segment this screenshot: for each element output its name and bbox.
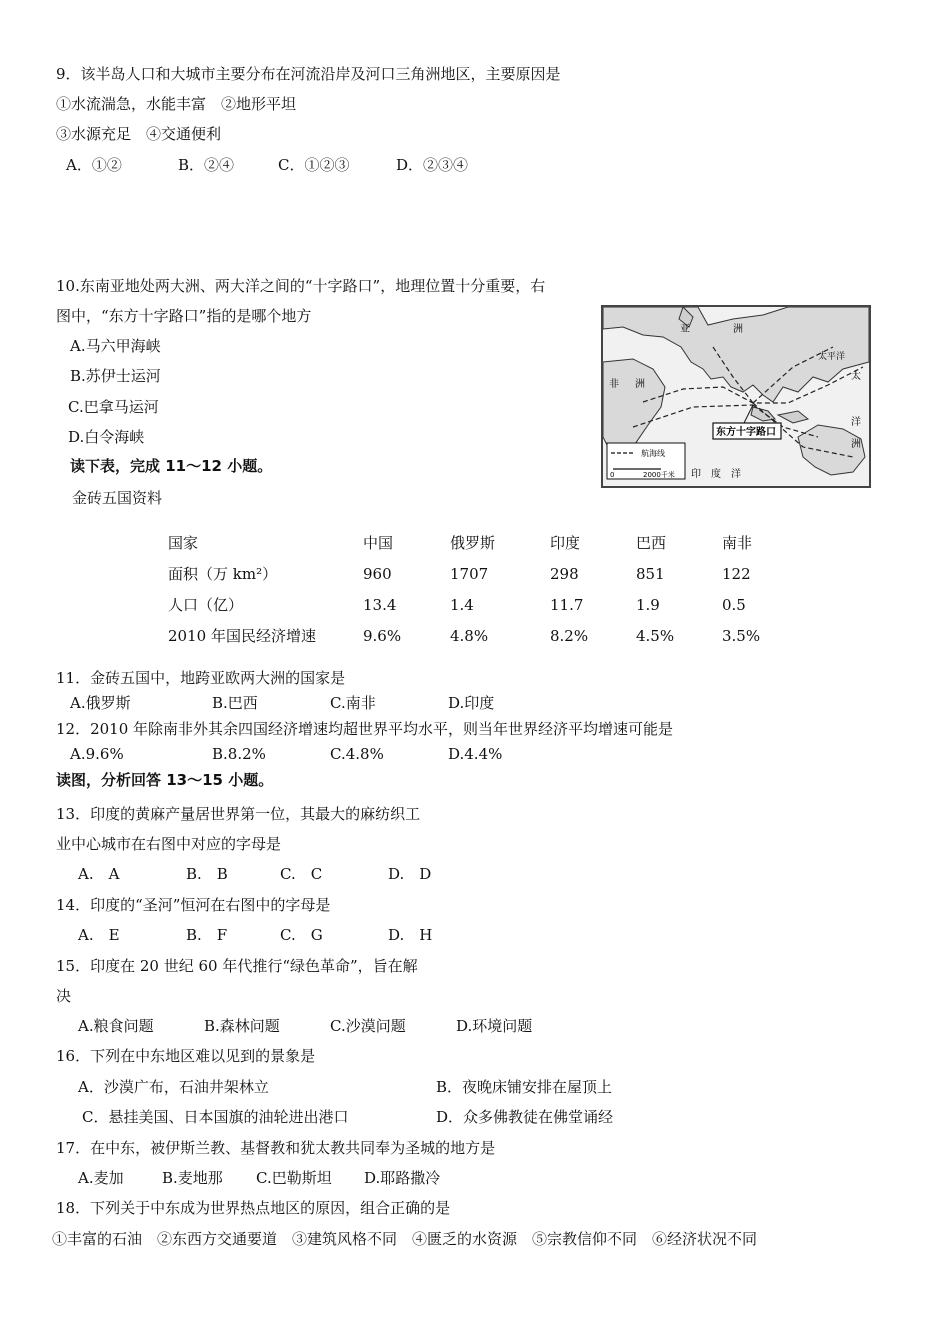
map-legend-scale-end: 2000千米 xyxy=(643,471,675,479)
table-cell: 9.6% xyxy=(363,627,402,645)
q18-stem: 18．下列关于中东成为世界热点地区的原因，组合正确的是 xyxy=(56,1199,451,1217)
table-cell: 11.7 xyxy=(550,596,584,614)
table-row-area-label: 面积（万 km²） xyxy=(168,565,278,583)
table-cell: 4.8% xyxy=(450,627,489,645)
section-intro-13-15: 读图，分析回答 13～15 小题。 xyxy=(56,771,274,789)
q10-stem-line2: 图中，“东方十字路口”指的是哪个地方 xyxy=(56,307,312,325)
map-label-indian-ocean: 印 度 洋 xyxy=(691,469,741,480)
table-cell: 960 xyxy=(363,565,392,583)
q13-option-d[interactable]: D. D xyxy=(388,865,432,883)
table-cell: 1.4 xyxy=(450,596,474,614)
q17-option-c[interactable]: C.巴勒斯坦 xyxy=(256,1169,332,1187)
map-label-africa-1: 非 xyxy=(609,379,619,390)
q16-option-c[interactable]: C．悬挂美国、日本国旗的油轮进出港口 xyxy=(82,1108,349,1126)
q18-statements: ①丰富的石油 ②东西方交通要道 ③建筑风格不同 ④匮乏的水资源 ⑤宗教信仰不同 ⑥经济状况不同 xyxy=(52,1230,758,1248)
map-legend-scale-0: 0 xyxy=(610,471,615,479)
q11-option-b[interactable]: B.巴西 xyxy=(212,694,258,712)
q17-option-a[interactable]: A.麦加 xyxy=(78,1169,124,1187)
q14-option-d[interactable]: D. H xyxy=(388,926,433,944)
q15-option-c[interactable]: C.沙漠问题 xyxy=(330,1017,406,1035)
table-title: 金砖五国资料 xyxy=(72,489,163,507)
q10-option-c[interactable]: C.巴拿马运河 xyxy=(68,398,159,416)
q9-option-c[interactable]: C．①②③ xyxy=(278,156,350,174)
q13-stem-line2: 业中心城市在右图中对应的字母是 xyxy=(56,835,282,853)
map-label-oceania: 洲 xyxy=(851,439,861,450)
q14-option-a[interactable]: A. E xyxy=(78,926,120,944)
q16-stem: 16．下列在中东地区难以见到的景象是 xyxy=(56,1047,316,1065)
q11-option-a[interactable]: A.俄罗斯 xyxy=(70,694,131,712)
q13-option-b[interactable]: B. B xyxy=(186,865,228,883)
q9-option-b[interactable]: B．②④ xyxy=(178,156,235,174)
map-label-asia-2: 洲 xyxy=(733,324,743,335)
table-header-russia: 俄罗斯 xyxy=(450,534,496,552)
map-label-pacific-1: 太平洋 xyxy=(818,352,846,362)
q12-option-a[interactable]: A.9.6% xyxy=(70,745,124,763)
q15-option-b[interactable]: B.森林问题 xyxy=(204,1017,280,1035)
table-cell: 3.5% xyxy=(722,627,761,645)
q16-option-a[interactable]: A．沙漠广布，石油井架林立 xyxy=(78,1078,269,1096)
q17-option-b[interactable]: B.麦地那 xyxy=(162,1169,223,1187)
q13-option-c[interactable]: C. C xyxy=(280,865,323,883)
table-header-south-africa: 南非 xyxy=(722,534,753,552)
q14-option-c[interactable]: C. G xyxy=(280,926,323,944)
southeast-asia-map xyxy=(601,305,871,488)
q10-option-a[interactable]: A.马六甲海峡 xyxy=(70,337,161,355)
q13-option-a[interactable]: A. A xyxy=(78,865,120,883)
q11-stem: 11．金砖五国中，地跨亚欧两大洲的国家是 xyxy=(56,669,346,687)
table-row-growth-label: 2010 年国民经济增速 xyxy=(168,627,316,645)
table-header-china: 中国 xyxy=(363,534,394,552)
q11-option-d[interactable]: D.印度 xyxy=(448,694,495,712)
map-label-pacific-2: 太 xyxy=(851,371,861,382)
q14-stem: 14．印度的“圣河”恒河在右图中的字母是 xyxy=(56,896,331,914)
q14-option-b[interactable]: B. F xyxy=(186,926,228,944)
table-row-population-label: 人口（亿） xyxy=(168,596,244,614)
q12-option-d[interactable]: D.4.4% xyxy=(448,745,503,763)
map-label-africa-2: 洲 xyxy=(635,379,645,390)
q17-stem: 17．在中东，被伊斯兰教、基督教和犹太教共同奉为圣城的地方是 xyxy=(56,1139,496,1157)
q12-stem: 12．2010 年除南非外其余四国经济增速均超世界平均水平，则当年世界经济平均增速可能是 xyxy=(56,720,674,738)
table-cell: 8.2% xyxy=(550,627,589,645)
map-crossroad-label: 东方十字路口 xyxy=(716,427,776,438)
table-cell: 1707 xyxy=(450,565,489,583)
q9-statements-2: ③水源充足 ④交通便利 xyxy=(56,125,222,143)
q15-stem-line2: 决 xyxy=(56,987,72,1005)
table-cell: 0.5 xyxy=(722,596,746,614)
q13-stem-line1: 13．印度的黄麻产量居世界第一位，其最大的麻纺织工 xyxy=(56,805,421,823)
section-intro-11-12: 读下表，完成 11～12 小题。 xyxy=(70,457,273,475)
q12-option-c[interactable]: C.4.8% xyxy=(330,745,384,763)
q10-stem-line1: 10.东南亚地处两大洲、两大洋之间的“十字路口”，地理位置十分重要，右 xyxy=(56,277,546,295)
q10-option-d[interactable]: D.白令海峡 xyxy=(68,428,145,446)
q9-stem: 9．该半岛人口和大城市主要分布在河流沿岸及河口三角洲地区，主要原因是 xyxy=(56,65,561,83)
q9-option-d[interactable]: D．②③④ xyxy=(396,156,469,174)
table-header-country: 国家 xyxy=(168,534,199,552)
table-cell: 851 xyxy=(636,565,665,583)
table-cell: 1.9 xyxy=(636,596,660,614)
q15-stem-line1: 15．印度在 20 世纪 60 年代推行“绿色革命”，旨在解 xyxy=(56,957,418,975)
map-label-asia-1: 亚 xyxy=(680,324,690,335)
table-cell: 298 xyxy=(550,565,579,583)
table-header-india: 印度 xyxy=(550,534,581,552)
q15-option-a[interactable]: A.粮食问题 xyxy=(78,1017,154,1035)
map-label-pacific-3: 洋 xyxy=(851,417,861,428)
table-cell: 13.4 xyxy=(363,596,397,614)
q16-option-d[interactable]: D．众多佛教徒在佛堂诵经 xyxy=(436,1108,614,1126)
map-legend-route: 航海线 xyxy=(641,449,665,458)
table-header-brazil: 巴西 xyxy=(636,534,667,552)
q10-option-b[interactable]: B.苏伊士运河 xyxy=(70,367,161,385)
q9-option-a[interactable]: A．①② xyxy=(66,156,122,174)
q9-statements-1: ①水流湍急，水能丰富 ②地形平坦 xyxy=(56,95,297,113)
q15-option-d[interactable]: D.环境问题 xyxy=(456,1017,533,1035)
q11-option-c[interactable]: C.南非 xyxy=(330,694,376,712)
q12-option-b[interactable]: B.8.2% xyxy=(212,745,266,763)
q17-option-d[interactable]: D.耶路撒冷 xyxy=(364,1169,441,1187)
table-cell: 122 xyxy=(722,565,751,583)
table-cell: 4.5% xyxy=(636,627,675,645)
q16-option-b[interactable]: B．夜晚床铺安排在屋顶上 xyxy=(436,1078,613,1096)
